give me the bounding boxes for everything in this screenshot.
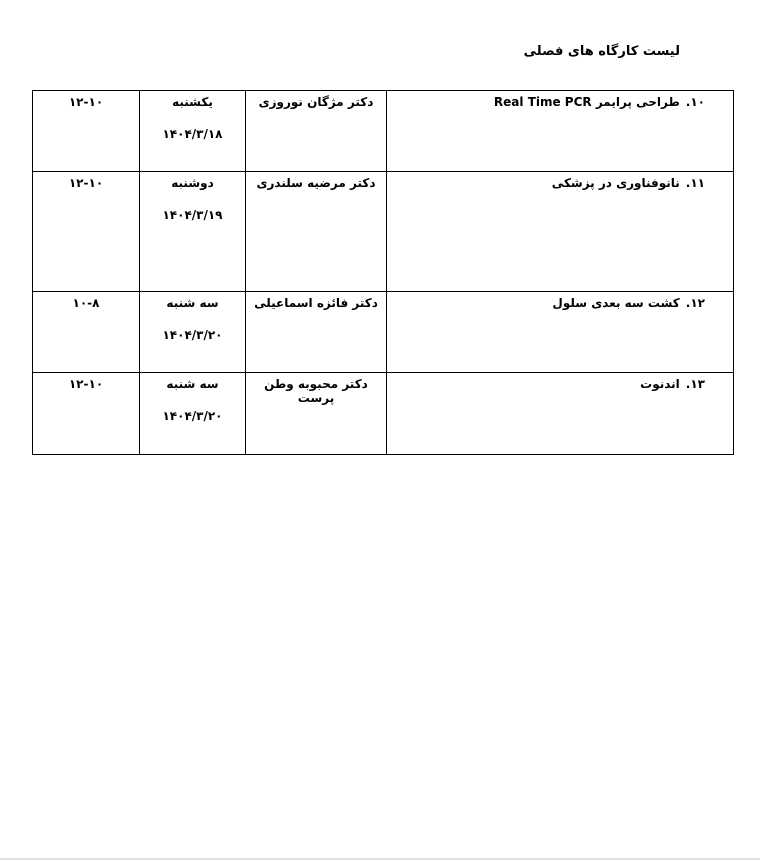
- workshop-title: نانوفناوری در پزشکی: [551, 176, 680, 190]
- workshop-number: ۱۲.: [685, 296, 705, 310]
- workshop-number: ۱۰.: [685, 95, 705, 109]
- workshop-title: اندنوت: [640, 377, 680, 391]
- workshop-title-cell: [387, 172, 734, 292]
- workshop-date: ۱۴۰۴/۳/۲۰: [162, 409, 223, 423]
- workshop-day: سه شنبه: [166, 377, 219, 391]
- page-title: لیست کارگاه های فصلی: [523, 44, 680, 59]
- workshop-schedule: [140, 292, 246, 373]
- workshop-schedule: [140, 91, 246, 172]
- table-row: [33, 373, 734, 455]
- workshop-schedule: [140, 172, 246, 292]
- workshop-schedule: [140, 373, 246, 455]
- workshop-number: ۱۱.: [685, 176, 705, 190]
- workshop-time: ۱۰-۸: [33, 292, 140, 373]
- workshop-number: ۱۳.: [685, 377, 705, 391]
- workshop-time: ۱۲-۱۰: [33, 373, 140, 455]
- workshop-date: ۱۴۰۴/۳/۱۹: [162, 208, 223, 222]
- workshops-table: [32, 90, 734, 455]
- table-row: [33, 172, 734, 292]
- workshop-time: ۱۲-۱۰: [33, 172, 140, 292]
- workshop-instructor: دکتر مژگان نوروزی: [246, 91, 387, 172]
- workshop-instructor: دکتر مرضیه سلندری: [246, 172, 387, 292]
- workshop-instructor: دکتر محبوبه وطن پرست: [246, 373, 387, 455]
- workshop-time: ۱۲-۱۰: [33, 91, 140, 172]
- table-row: [33, 292, 734, 373]
- workshop-title: طراحی پرایمر Real Time PCR: [493, 95, 680, 109]
- workshop-instructor: دکتر فائزه اسماعیلی: [246, 292, 387, 373]
- table-row: [33, 91, 734, 172]
- workshop-title-cell: [387, 292, 734, 373]
- workshop-title-cell: [387, 91, 734, 172]
- workshop-date: ۱۴۰۴/۳/۲۰: [162, 328, 223, 342]
- page-bottom-divider: [0, 858, 760, 860]
- workshop-title: کشت سه بعدی سلول: [552, 296, 680, 310]
- workshop-day: سه شنبه: [166, 296, 219, 310]
- workshop-day: دوشنبه: [171, 176, 214, 190]
- workshop-date: ۱۴۰۴/۳/۱۸: [162, 127, 223, 141]
- workshop-title-cell: [387, 373, 734, 455]
- workshop-day: یکشنبه: [172, 95, 213, 109]
